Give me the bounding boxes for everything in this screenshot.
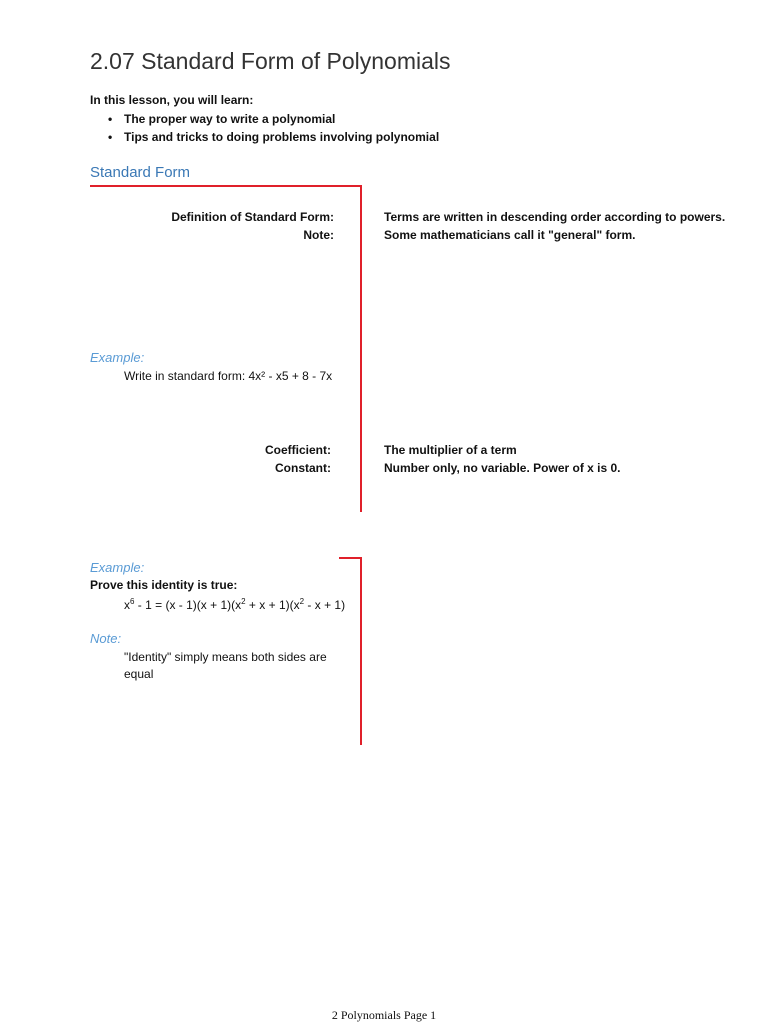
note-line: equal bbox=[124, 667, 154, 681]
lesson-intro: In this lesson, you will learn: bbox=[90, 93, 254, 107]
constant-text: Number only, no variable. Power of x is 0. bbox=[384, 461, 621, 475]
section-heading-standard-form: Standard Form bbox=[90, 164, 191, 181]
lesson-goals-list bbox=[104, 110, 439, 146]
constant-term: Constant: bbox=[275, 461, 331, 475]
note-text: Some mathematicians call it "general" form. bbox=[384, 228, 636, 242]
example-text: Write in standard form: 4x² - x5 + 8 - 7x bbox=[124, 369, 333, 383]
cue-column-divider bbox=[360, 185, 362, 512]
example-label-2: Example: bbox=[90, 560, 145, 575]
cue-column-top-rule-2 bbox=[339, 557, 362, 559]
identity-var: x bbox=[124, 598, 130, 612]
definition-term: Definition of Standard Form: bbox=[171, 210, 334, 224]
coefficient-term: Coefficient: bbox=[265, 443, 331, 457]
note-term: Note: bbox=[303, 228, 334, 242]
note-line: "Identity" simply means both sides are bbox=[124, 650, 327, 664]
cue-column-divider-2 bbox=[360, 557, 362, 745]
identity-part: + x + 1)(x bbox=[245, 598, 300, 612]
example-label: Example: bbox=[90, 350, 145, 365]
identity-part: - 1 = (x - 1)(x + 1)(x bbox=[134, 598, 242, 612]
identity-exponent: 2 bbox=[241, 597, 246, 606]
lesson-goal-item: • The proper way to write a polynomial bbox=[104, 110, 439, 128]
lesson-goal-item: • Tips and tricks to doing problems involving polynomial bbox=[104, 128, 439, 146]
note-label: Note: bbox=[90, 631, 122, 646]
identity-prompt: Prove this identity is true: bbox=[90, 578, 238, 592]
page-footer: 2 Polynomials Page 1 bbox=[331, 1008, 437, 1022]
coefficient-text: The multiplier of a term bbox=[384, 443, 517, 457]
cue-column-top-rule bbox=[90, 185, 362, 187]
identity-part: - x + 1) bbox=[304, 598, 346, 612]
identity-exponent: 6 bbox=[130, 597, 135, 606]
identity-equation bbox=[124, 597, 345, 612]
identity-exponent: 2 bbox=[299, 597, 305, 606]
page-title: 2.07 Standard Form of Polynomials bbox=[90, 48, 451, 74]
definition-text: Terms are written in descending order according to powers. bbox=[384, 210, 726, 224]
